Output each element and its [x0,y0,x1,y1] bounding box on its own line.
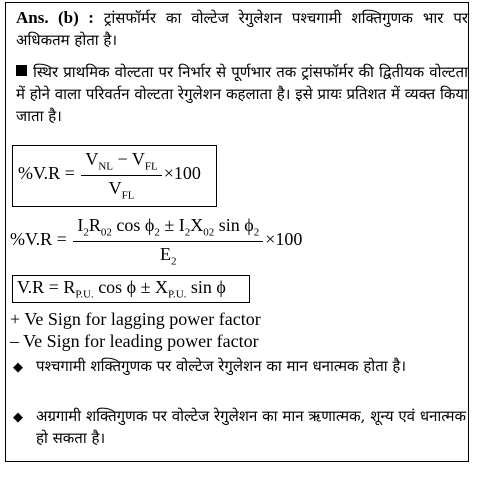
definition-paragraph [16,61,468,127]
answer-label: Ans. (b) : [16,8,94,27]
formula2-tail: ×100 [265,229,303,250]
answer-statement: ट्रांसफॉर्मर का वोल्टेज रेगुलेशन पश्चगामी शक्तिगुणक भार पर अधिकतम होता है। [16,9,468,49]
formula2-lhs: %V.R = [10,229,67,250]
black-square-icon [16,65,27,76]
formula1-tail: ×100 [163,163,201,184]
bullet-2: अग्रगामी शक्तिगुणक पर वोल्टेज रेगुलेशन का मान ऋणात्मक, शून्य एवं धनात्मक हो सकता है। [36,407,466,447]
formula2 [10,215,302,267]
answer-paragraph [16,7,468,51]
formula1-fraction: $\frac{V_{NL} - V_{FL}}{V_{FL}}$ [81,149,161,201]
diamond-bullet-icon: ◆ [13,360,23,375]
formula1 [18,149,201,201]
formula1-lhs: %V.R = [18,163,75,184]
definition-text: स्थिर प्राथमिक वोल्टता पर निर्भार से पूर्णभार तक ट्रांसफॉर्मर की द्वितीयक वोल्टता में होने वाला परिवर्तन वोल्टता रेगुलेशन कहलाता है। इसे प्रायः प्रतिशत में व्यक्त किया जाता है। [16,63,468,125]
sign-leading: – Ve Sign for leading power factor [10,331,259,351]
bullet-1: पश्चगामी शक्तिगुणक पर वोल्टेज रेगुलेशन का मान धनात्मक होता है। [36,357,407,375]
sign-lagging: + Ve Sign for lagging power factor [10,309,261,329]
diamond-bullet-icon: ◆ [13,410,23,425]
answer-box [5,2,469,462]
formula3: $V.R = R_{P.U.}$ $\cos \phi \pm X_{P.U.}$ sin ϕ [17,277,226,301]
formula2-fraction: $\frac{I_2R_{02} \cos \phi_2 \pm I_2X_{02} \sin \phi_2}{E_2}$ [73,215,263,267]
